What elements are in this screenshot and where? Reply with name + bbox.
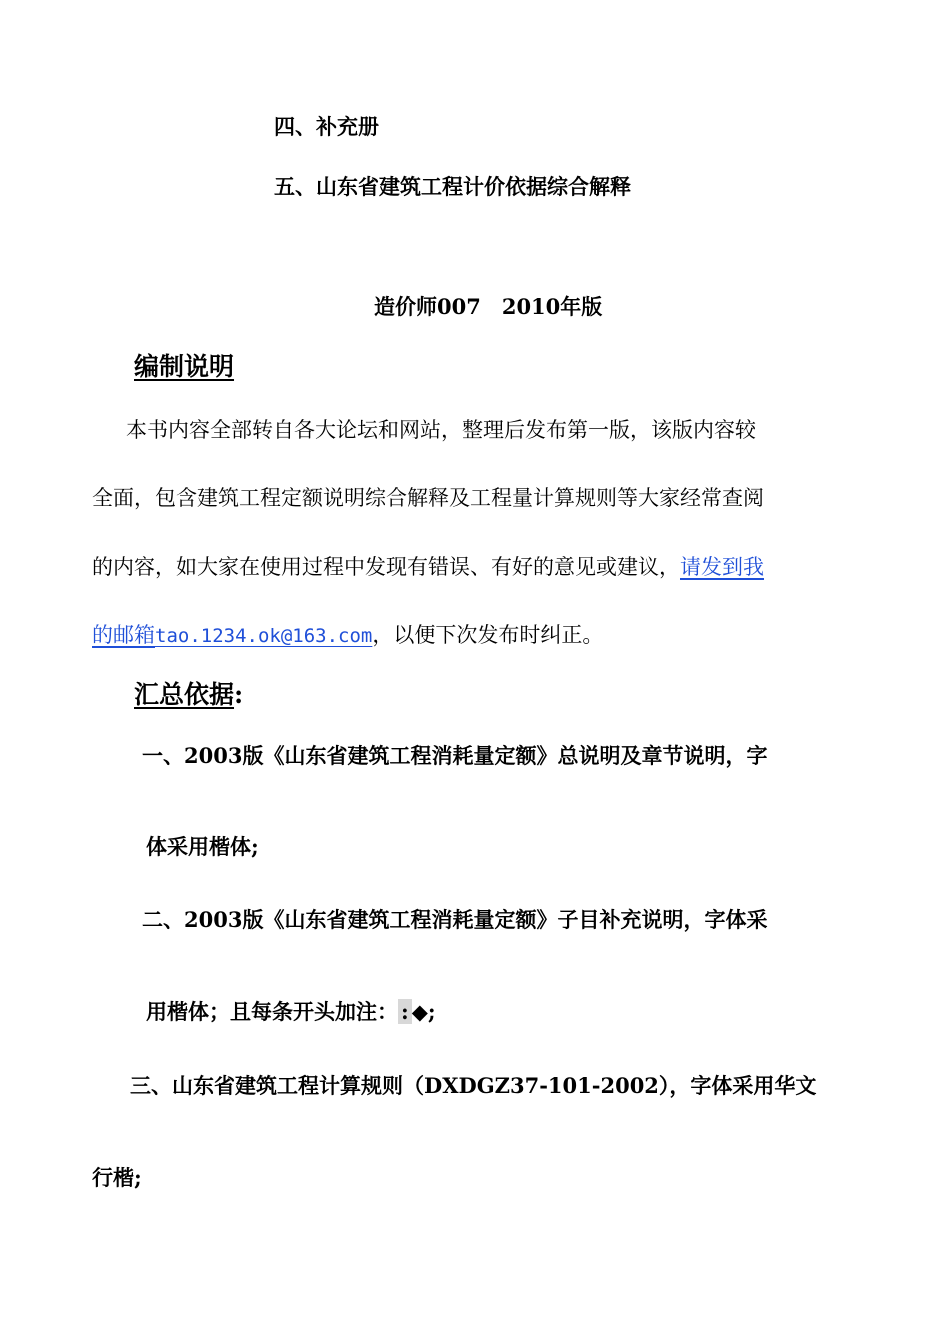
source-item-1-line-1: 一、2003版《山东省建筑工程消耗量定额》总说明及章节说明，字 bbox=[142, 743, 768, 768]
list-item-supplement: 四、补充册 bbox=[274, 114, 379, 139]
source-item-3-line-2: 行楷; bbox=[92, 1165, 142, 1190]
diamond-icon: ◆ bbox=[411, 999, 428, 1024]
source-item-2-line-2-text: 用楷体；且每条开头加注： bbox=[146, 999, 398, 1024]
source-item-2-line-2 bbox=[146, 997, 436, 1027]
source-item-1-line-2: 体采用楷体; bbox=[146, 834, 259, 859]
preface-line-4 bbox=[92, 620, 603, 651]
preface-line-2: 全面，包含建筑工程定额说明综合解释及工程量计算规则等大家经常查阅 bbox=[92, 486, 764, 510]
source-item-2-line-1: 二、2003版《山东省建筑工程消耗量定额》子目补充说明，字体采 bbox=[142, 907, 768, 932]
version-line: 造价师007 2010年版 bbox=[374, 294, 603, 319]
email-link-part-1[interactable]: 请发到我 bbox=[680, 555, 764, 579]
preface-line-3 bbox=[92, 552, 764, 582]
sources-heading: 汇总依据 bbox=[134, 680, 235, 709]
source-item-3-line-1: 三、山东省建筑工程计算规则（DXDGZ37-101-2002），字体采用华文 bbox=[130, 1073, 817, 1098]
source-item-2-line-2-end: ; bbox=[427, 999, 436, 1024]
sources-heading-colon: : bbox=[234, 680, 244, 709]
email-address-link[interactable]: tao.1234.ok@163.com bbox=[155, 625, 373, 647]
preface-line-1: 本书内容全部转自各大论坛和网站，整理后发布第一版，该版内容较 bbox=[126, 418, 756, 442]
email-link-part-2[interactable]: 的邮箱 bbox=[92, 623, 155, 647]
preface-line-3-text: 的内容，如大家在使用过程中发现有错误、有好的意见或建议， bbox=[92, 555, 680, 579]
sources-heading-line bbox=[134, 680, 243, 711]
preface-line-4-text: ，以便下次发布时纠正。 bbox=[372, 623, 604, 647]
preface-heading: 编制说明 bbox=[134, 352, 235, 381]
list-item-comprehensive-interpretation: 五、山东省建筑工程计价依据综合解释 bbox=[274, 174, 631, 199]
shaded-colon-mark: : bbox=[398, 999, 412, 1024]
